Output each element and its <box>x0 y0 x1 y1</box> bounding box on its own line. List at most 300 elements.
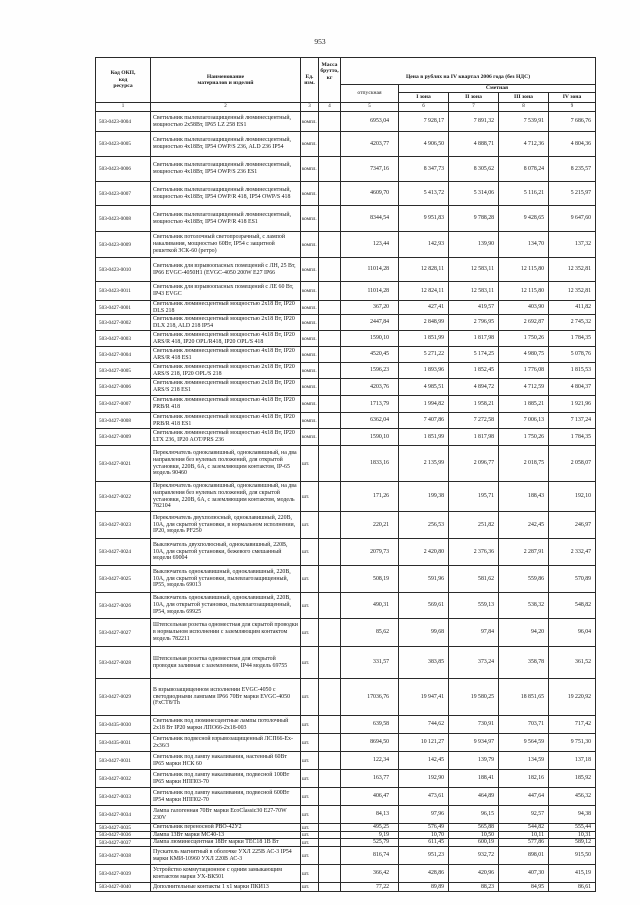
row-name <box>151 647 301 679</box>
row-code-text: 503-0427-0035 <box>99 824 131 831</box>
row-name <box>151 232 301 258</box>
row-name <box>151 734 301 752</box>
row-price-zone-2-text: 88,23 <box>480 883 494 890</box>
row-price-wholesale-text: 639,58 <box>373 721 389 728</box>
row-code <box>96 482 151 512</box>
row-price-zone-3-text: 9 564,59 <box>523 739 544 746</box>
row-code-text: 503-0427-0027 <box>99 629 131 636</box>
row-code <box>96 788 151 806</box>
row-code-text: 503-0427-0003 <box>99 335 131 342</box>
row-code-text: 503-0427-0040 <box>99 884 131 890</box>
row-price-wholesale-text: 525,79 <box>373 839 389 846</box>
row-code <box>96 647 151 679</box>
row-code <box>96 331 151 347</box>
row-price-zone-2 <box>449 512 499 539</box>
row-price-zone-1 <box>399 112 449 132</box>
row-price-zone-4-text: 246,97 <box>575 521 591 528</box>
row-price-zone-1 <box>399 883 449 892</box>
row-name-text: Светильник под люминесцентные лампы потолочный 2х18 Вт IP20 марки ЛПО66-2х18-003 <box>153 717 289 731</box>
row-price-zone-1-text: 142,45 <box>428 757 444 764</box>
row-price-zone-4 <box>549 157 596 182</box>
row-code-text: 503-0427-0022 <box>99 493 131 500</box>
row-name <box>151 429 301 446</box>
row-price-zone-1 <box>399 413 449 429</box>
row-price-zone-3-text: 898,01 <box>528 852 544 859</box>
row-price-zone-2 <box>449 647 499 679</box>
row-unit <box>301 806 319 824</box>
row-name-text: Светильник люминесцентный мощностью 2х18 Вт, IP20 ARS/S 218 ES1 <box>153 380 295 393</box>
row-name <box>151 788 301 806</box>
table-row <box>96 182 596 206</box>
row-name-text: Светильник под лампу накаливания, подвесной 600Вт IP54 марки НПП02-70 <box>153 789 290 803</box>
row-price-zone-4 <box>549 482 596 512</box>
row-mass <box>319 847 341 865</box>
row-price-wholesale-text: 220,21 <box>373 521 389 528</box>
row-name <box>151 839 301 847</box>
row-price-zone-4 <box>549 734 596 752</box>
row-price-zone-4-text: 9 751,30 <box>570 739 591 746</box>
row-price-zone-1 <box>399 847 449 865</box>
row-price-wholesale <box>341 301 399 315</box>
row-price-wholesale-text: 1833,16 <box>370 460 389 467</box>
row-code <box>96 446 151 482</box>
row-price-zone-3-text: 703,71 <box>528 721 544 728</box>
row-price-zone-3 <box>499 258 549 282</box>
row-price-zone-1 <box>399 734 449 752</box>
row-price-wholesale <box>341 258 399 282</box>
row-code <box>96 282 151 301</box>
row-mass <box>319 379 341 396</box>
row-price-zone-2 <box>449 315 499 331</box>
row-price-zone-2-text: 559,13 <box>478 602 494 609</box>
table-row <box>96 770 596 788</box>
row-name-text: Переключатель двухполюсный, одноклавишный, 220В, 10А, для скрытой установки, в нормальном исполнении, IP20, модель PF250 <box>153 514 296 535</box>
row-price-wholesale <box>341 847 399 865</box>
table-row <box>96 566 596 593</box>
row-unit-text: компл. <box>302 367 317 374</box>
row-price-zone-1 <box>399 396 449 413</box>
row-price-zone-1-text: 744,62 <box>428 721 444 728</box>
row-code <box>96 824 151 832</box>
row-price-zone-4-text: 1 784,35 <box>570 335 591 342</box>
row-unit-text: компл. <box>302 417 317 424</box>
row-price-zone-4-text: 7 137,24 <box>570 417 591 424</box>
row-code <box>96 315 151 331</box>
row-price-wholesale <box>341 112 399 132</box>
row-code-text: 503-0427-0009 <box>99 434 131 440</box>
page-number: 953 <box>314 37 326 46</box>
header-zone-4: IV зона <box>549 93 596 103</box>
row-unit <box>301 512 319 539</box>
row-price-zone-3-text: 403,90 <box>528 304 544 311</box>
row-price-zone-1-text: 5 271,22 <box>423 351 444 358</box>
row-unit-text: шт. <box>302 659 310 666</box>
row-price-zone-3 <box>499 132 549 157</box>
row-code-text: 503-0423-0004 <box>99 118 131 125</box>
row-price-zone-3-text: 4 712,59 <box>523 383 544 390</box>
row-code-text: 503-0427-0004 <box>99 351 131 358</box>
row-price-zone-3 <box>499 679 549 716</box>
row-price-zone-2 <box>449 482 499 512</box>
row-price-zone-1 <box>399 446 449 482</box>
row-price-zone-3 <box>499 752 549 770</box>
row-price-zone-4 <box>549 232 596 258</box>
row-name-text: Светильник пылевлагозащищенный люминесцентный, мощностью 4х18Вт, IP54 OWP/R 418, IP54 OWP/S 418 <box>153 186 291 200</box>
row-price-zone-1 <box>399 865 449 883</box>
row-price-zone-1 <box>399 539 449 566</box>
row-price-zone-3 <box>499 734 549 752</box>
row-code-text: 503-0427-0029 <box>99 694 131 700</box>
row-price-zone-3-text: 4 980,75 <box>523 351 544 358</box>
row-unit-text: шт. <box>302 793 310 800</box>
row-price-zone-1 <box>399 512 449 539</box>
row-price-zone-2-text: 195,71 <box>478 493 494 500</box>
row-code-text: 503-0427-0005 <box>99 367 131 374</box>
row-price-wholesale-text: 366,42 <box>373 870 389 877</box>
row-price-zone-2-text: 730,91 <box>478 721 494 728</box>
row-price-zone-1 <box>399 647 449 679</box>
row-price-zone-2-text: 420,96 <box>478 870 494 877</box>
row-price-zone-2-text: 419,57 <box>478 304 494 311</box>
row-price-zone-1 <box>399 770 449 788</box>
row-code-text: 503-0423-0006 <box>99 166 131 172</box>
row-price-zone-4 <box>549 619 596 647</box>
row-price-zone-3-text: 134,59 <box>528 757 544 764</box>
row-price-zone-1-text: 4 906,50 <box>423 140 444 147</box>
row-price-zone-2-text: 5 314,06 <box>473 190 494 197</box>
row-price-wholesale <box>341 832 399 839</box>
row-price-zone-3-text: 4 712,36 <box>523 140 544 147</box>
row-code <box>96 716 151 734</box>
row-price-zone-3 <box>499 112 549 132</box>
row-name-text: Светильник под лампу накаливания, подвесной 100Вт IP65 марки НПП03-70 <box>153 771 290 785</box>
header-name: Наименование материалов и изделий <box>151 58 301 103</box>
row-price-wholesale <box>341 396 399 413</box>
row-price-zone-2-text: 2 796,95 <box>473 319 494 326</box>
row-price-wholesale <box>341 482 399 512</box>
row-price-wholesale <box>341 806 399 824</box>
row-name <box>151 282 301 301</box>
row-price-wholesale <box>341 865 399 883</box>
row-code <box>96 752 151 770</box>
row-price-wholesale-text: 9,19 <box>378 832 389 838</box>
row-price-zone-2-text: 2 376,36 <box>473 548 494 555</box>
row-price-zone-1-text: 427,41 <box>428 304 444 311</box>
row-price-zone-1 <box>399 232 449 258</box>
row-code-text: 503-0427-0024 <box>99 549 131 555</box>
row-code <box>96 734 151 752</box>
row-price-wholesale <box>341 282 399 301</box>
row-unit <box>301 716 319 734</box>
row-price-zone-2-text: 600,19 <box>478 839 494 846</box>
row-price-wholesale <box>341 619 399 647</box>
row-mass <box>319 331 341 347</box>
row-name-text: Светильник люминесцентный мощностью 4х18 Вт, IP20 ARS/R 418 ES1 <box>153 347 295 361</box>
row-mass <box>319 112 341 132</box>
row-code-text: 503-0427-0037 <box>99 839 131 846</box>
row-price-zone-3-text: 9 428,65 <box>523 215 544 222</box>
row-price-wholesale-text: 1590,10 <box>370 335 389 342</box>
table-row <box>96 734 596 752</box>
row-mass <box>319 315 341 331</box>
row-unit <box>301 824 319 832</box>
row-name <box>151 379 301 396</box>
row-price-zone-1 <box>399 788 449 806</box>
row-unit-text: компл. <box>302 241 317 248</box>
row-unit <box>301 883 319 892</box>
table-row <box>96 883 596 892</box>
row-price-wholesale <box>341 566 399 593</box>
row-price-zone-3 <box>499 482 549 512</box>
row-price-zone-3-text: 407,30 <box>528 870 544 877</box>
row-price-zone-3-text: 10,11 <box>531 832 544 838</box>
row-unit-text: шт. <box>302 757 310 764</box>
row-price-wholesale <box>341 824 399 832</box>
row-price-zone-1 <box>399 806 449 824</box>
row-price-zone-4-text: 96,04 <box>577 629 591 636</box>
row-mass <box>319 788 341 806</box>
row-unit <box>301 132 319 157</box>
row-price-zone-3 <box>499 716 549 734</box>
row-price-zone-2 <box>449 539 499 566</box>
table-row <box>96 446 596 482</box>
row-unit-text: шт. <box>302 549 310 555</box>
row-price-zone-3 <box>499 396 549 413</box>
row-name-text: Устройство коммутационное с одним замыкающим контактом марки УХ-ВК501 <box>153 866 283 880</box>
row-mass <box>319 539 341 566</box>
row-name-text: Светильник подвесной взрывозащищенный ЛСП66-Ex-2х36/3 <box>153 735 293 749</box>
row-unit-text: шт. <box>302 602 310 609</box>
row-price-zone-1 <box>399 132 449 157</box>
row-name <box>151 832 301 839</box>
row-price-zone-2 <box>449 347 499 363</box>
row-unit-text: шт. <box>302 824 310 831</box>
row-name-text: Светильник люминесцентный мощностью 4х18 Вт, IP20 ARS/R 418, IP20 OPL/R418, IP20 OPL/S 418 <box>153 331 295 345</box>
row-price-zone-2-text: 464,89 <box>478 793 494 800</box>
row-price-zone-3-text: 538,32 <box>528 602 544 609</box>
table-row <box>96 832 596 839</box>
row-price-zone-3 <box>499 566 549 593</box>
row-price-zone-2-text: 12 583,11 <box>471 287 494 294</box>
row-mass <box>319 132 341 157</box>
row-price-zone-2 <box>449 716 499 734</box>
row-code-text: 503-0427-0038 <box>99 852 131 859</box>
table-row <box>96 301 596 315</box>
row-price-wholesale-text: 490,31 <box>373 602 389 609</box>
row-unit-text: компл. <box>302 141 317 147</box>
row-price-zone-1-text: 192,90 <box>428 775 444 782</box>
row-price-wholesale-text: 7347,16 <box>370 165 389 172</box>
row-price-wholesale <box>341 157 399 182</box>
row-unit-text: шт. <box>302 460 310 467</box>
row-price-zone-3 <box>499 363 549 379</box>
row-price-wholesale-text: 331,57 <box>373 659 389 666</box>
row-price-wholesale-text: 1713,79 <box>370 400 389 407</box>
table-row <box>96 132 596 157</box>
row-unit <box>301 839 319 847</box>
row-unit <box>301 446 319 482</box>
row-unit-text: компл. <box>302 215 317 222</box>
column-number: 6 <box>399 103 449 112</box>
row-name-text: Пускатель магнитный в оболочке УХЛ 225В АС-3 IP54 марки КМИ-10960 УХЛ 220В АС-3 <box>153 848 292 862</box>
row-name <box>151 347 301 363</box>
row-price-zone-3-text: 12 115,80 <box>521 287 544 294</box>
row-code <box>96 347 151 363</box>
row-price-zone-1 <box>399 331 449 347</box>
row-price-zone-1-text: 142,93 <box>428 241 444 248</box>
row-code <box>96 301 151 315</box>
row-price-zone-4-text: 8 235,57 <box>570 165 591 172</box>
row-price-zone-3-text: 447,64 <box>528 793 544 800</box>
row-mass <box>319 716 341 734</box>
row-code-text: 503-0427-0001 <box>99 304 131 311</box>
row-mass <box>319 883 341 892</box>
table-row <box>96 282 596 301</box>
row-price-zone-3 <box>499 824 549 832</box>
row-unit <box>301 865 319 883</box>
row-price-wholesale-text: 84,13 <box>375 811 389 818</box>
row-price-zone-3-text: 188,43 <box>528 493 544 500</box>
row-code <box>96 157 151 182</box>
row-price-zone-1 <box>399 258 449 282</box>
table-row <box>96 157 596 182</box>
row-name <box>151 752 301 770</box>
row-unit-text: шт. <box>302 721 310 728</box>
row-price-zone-4 <box>549 301 596 315</box>
row-price-wholesale <box>341 206 399 232</box>
row-price-wholesale <box>341 331 399 347</box>
row-price-zone-1-text: 97,96 <box>430 811 444 818</box>
row-unit-text: шт. <box>302 775 310 782</box>
column-number: 5 <box>341 103 399 112</box>
row-price-zone-1 <box>399 315 449 331</box>
row-price-zone-3-text: 358,78 <box>528 659 544 666</box>
row-price-zone-4-text: 361,52 <box>575 659 591 666</box>
row-price-zone-1-text: 19 947,41 <box>420 693 444 700</box>
row-price-zone-4 <box>549 182 596 206</box>
row-unit <box>301 232 319 258</box>
row-code-text: 503-0423-0008 <box>99 215 131 222</box>
row-price-zone-3-text: 12 115,80 <box>521 266 544 273</box>
row-unit <box>301 647 319 679</box>
row-code <box>96 839 151 847</box>
row-mass <box>319 770 341 788</box>
row-price-wholesale-text: 171,26 <box>373 493 389 500</box>
row-price-zone-1 <box>399 619 449 647</box>
row-name <box>151 315 301 331</box>
row-name-text: Выключатель одноклавишный, одноклавишный, 220В, 10А, для скрытой установки, пылевлагозащищенный, IP55, модель 69013 <box>153 568 291 589</box>
table-row <box>96 647 596 679</box>
row-mass <box>319 512 341 539</box>
row-code <box>96 512 151 539</box>
row-price-zone-4-text: 456,32 <box>575 793 591 800</box>
row-code <box>96 363 151 379</box>
row-price-zone-1-text: 12 824,11 <box>421 287 444 294</box>
row-price-zone-2-text: 5 174,25 <box>473 351 494 358</box>
row-price-zone-4 <box>549 679 596 716</box>
row-price-zone-2-text: 97,84 <box>480 629 494 636</box>
row-mass <box>319 182 341 206</box>
row-mass <box>319 429 341 446</box>
row-price-zone-4 <box>549 112 596 132</box>
row-name-text: Светильник переносной РВО-42У2 <box>153 824 242 831</box>
table-row <box>96 379 596 396</box>
row-name <box>151 413 301 429</box>
row-price-wholesale-text: 17036,76 <box>367 693 389 700</box>
row-price-wholesale <box>341 413 399 429</box>
row-unit-text: шт. <box>302 493 310 500</box>
row-price-zone-2 <box>449 157 499 182</box>
row-price-wholesale-text: 2079,73 <box>370 548 389 555</box>
header-mass: Масса брутто, кг <box>319 58 341 103</box>
row-price-zone-4-text: 185,92 <box>575 775 591 782</box>
row-price-zone-1-text: 428,86 <box>428 870 444 877</box>
row-unit-text: компл. <box>302 166 317 172</box>
row-price-zone-1-text: 1 851,99 <box>423 433 444 440</box>
row-mass <box>319 752 341 770</box>
row-price-wholesale-text: 4520,45 <box>370 351 389 358</box>
row-name <box>151 593 301 619</box>
row-unit <box>301 379 319 396</box>
row-price-zone-4 <box>549 647 596 679</box>
row-price-zone-3 <box>499 788 549 806</box>
row-price-wholesale <box>341 315 399 331</box>
row-code-text: 503-0423-0009 <box>99 241 131 248</box>
row-price-zone-1-text: 8 347,73 <box>423 165 444 172</box>
row-mass <box>319 806 341 824</box>
row-price-zone-2 <box>449 232 499 258</box>
row-code-text: 503-0427-0036 <box>99 832 131 838</box>
row-unit-text: шт. <box>302 832 310 838</box>
row-price-zone-3-text: 242,45 <box>528 521 544 528</box>
row-mass <box>319 593 341 619</box>
row-mass <box>319 363 341 379</box>
row-price-zone-1-text: 89,89 <box>430 883 444 890</box>
row-price-zone-2 <box>449 865 499 883</box>
row-price-zone-2 <box>449 593 499 619</box>
row-price-zone-3 <box>499 539 549 566</box>
row-price-zone-4 <box>549 839 596 847</box>
row-price-zone-4 <box>549 847 596 865</box>
row-unit-text: компл. <box>302 351 317 358</box>
row-price-zone-4 <box>549 363 596 379</box>
row-price-zone-3-text: 18 851,65 <box>520 693 544 700</box>
row-code <box>96 806 151 824</box>
row-name-text: Светильник для взрывоопасных помещений с ЛЕ 60 Вт, IP43 EVGC <box>153 284 294 297</box>
row-mass <box>319 839 341 847</box>
row-unit <box>301 413 319 429</box>
row-code-text: 503-0427-0033 <box>99 793 131 800</box>
row-price-zone-4-text: 12 352,81 <box>567 287 591 294</box>
row-unit <box>301 832 319 839</box>
row-price-zone-2 <box>449 832 499 839</box>
row-price-zone-3 <box>499 593 549 619</box>
row-price-zone-3 <box>499 806 549 824</box>
row-price-zone-2 <box>449 206 499 232</box>
row-price-zone-1 <box>399 752 449 770</box>
row-name-text: Светильник пылевлагозащищенный люминесцентный, мощностью 4х18Вт, IP54 OWP/R 418 ES1 <box>153 211 291 225</box>
row-mass <box>319 734 341 752</box>
row-price-zone-1 <box>399 182 449 206</box>
row-price-zone-1-text: 10,70 <box>430 832 444 838</box>
row-name <box>151 806 301 824</box>
row-price-zone-2 <box>449 619 499 647</box>
row-name <box>151 258 301 282</box>
row-price-zone-1-text: 576,49 <box>428 824 444 831</box>
row-price-zone-1 <box>399 347 449 363</box>
header-unit: Ед. изм. <box>301 58 319 103</box>
row-price-wholesale <box>341 593 399 619</box>
